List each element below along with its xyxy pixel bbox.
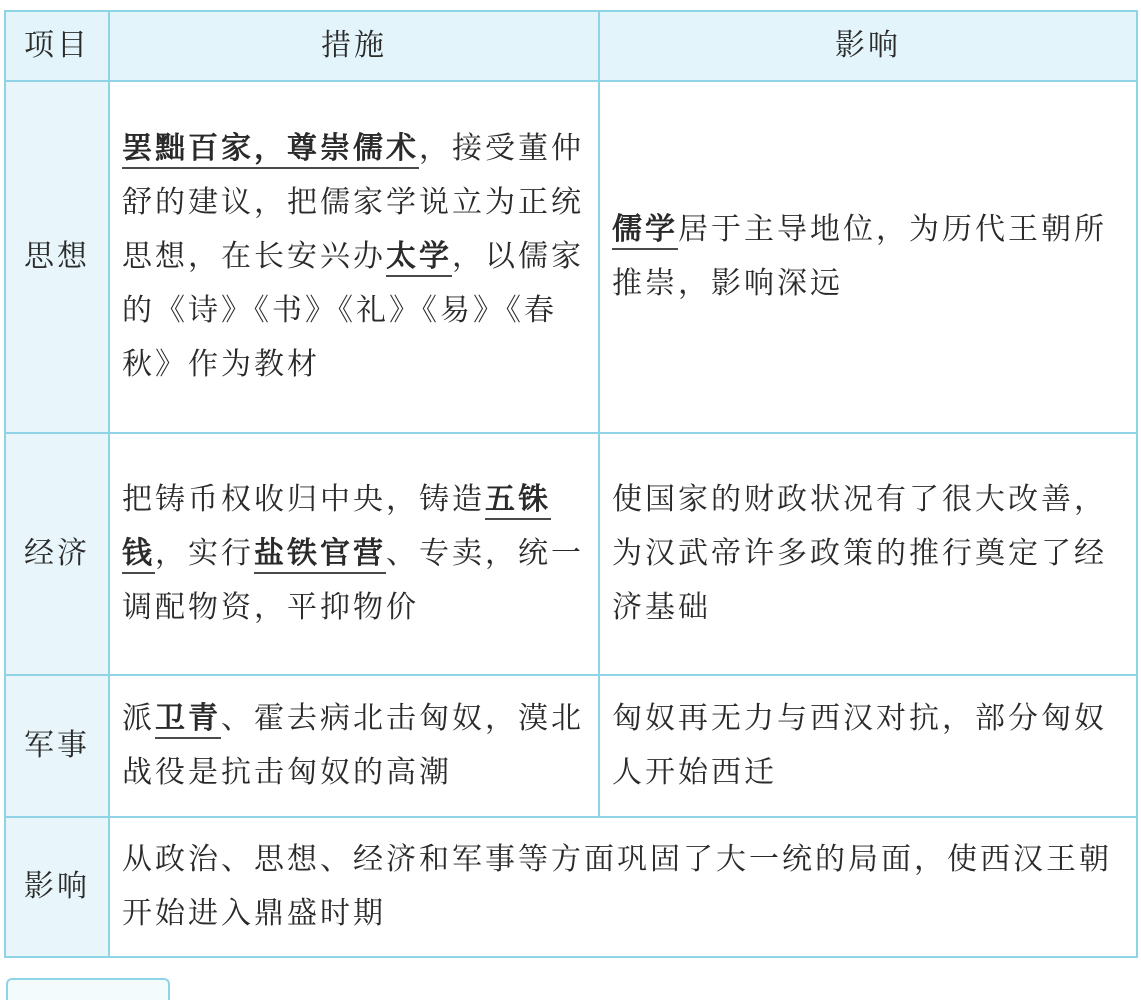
plain-text: 使国家的财政状况有了很大改善，为汉武帝许多政策的推行奠定了经济基础 — [612, 482, 1107, 625]
plain-text: 居于主导地位，为历代王朝所推崇，影响深远 — [612, 212, 1107, 301]
plain-text: 把铸币权收归中央，铸造 — [122, 482, 485, 517]
han-wudi-reforms-table — [4, 10, 1138, 958]
keyword-text: 儒学 — [612, 212, 678, 250]
table-header-row — [5, 11, 1137, 81]
summary-cell: 从政治、思想、经济和军事等方面巩固了大一统的局面，使西汉王朝开始进入鼎盛时期 — [109, 817, 1137, 957]
plain-text: 、专卖，统一调配物资，平抑物价 — [122, 536, 584, 625]
header-item: 项目 — [5, 11, 109, 81]
keyword-text: 五铢钱 — [122, 482, 551, 574]
plain-text: ，以儒家的《诗》《书》《礼》《易》《春秋》作为教材 — [122, 239, 584, 382]
table-row-military — [5, 675, 1137, 817]
history-table-container — [4, 10, 1136, 958]
plain-text: ，实行 — [155, 536, 254, 571]
impact-cell — [599, 675, 1137, 817]
measures-cell — [109, 675, 599, 817]
table-row-summary — [5, 817, 1137, 957]
keyword-text: 罢黜百家，尊崇儒术 — [122, 131, 419, 169]
keyword-text: 盐铁官营 — [254, 536, 386, 574]
row-label: 军事 — [5, 675, 109, 817]
plain-text: 派 — [122, 701, 155, 736]
impact-cell — [599, 81, 1137, 433]
next-section-tab — [6, 978, 170, 1000]
plain-text: ，接受董仲舒的建议，把儒家学说立为正统思想，在长安兴办 — [122, 131, 584, 274]
keyword-text: 卫青 — [155, 701, 221, 739]
row-label: 影响 — [5, 817, 109, 957]
plain-text: 、霍去病北击匈奴，漠北战役是抗击匈奴的高潮 — [122, 701, 584, 790]
plain-text: 匈奴再无力与西汉对抗，部分匈奴人开始西迁 — [612, 701, 1107, 790]
table-row-thought — [5, 81, 1137, 433]
measures-cell — [109, 81, 599, 433]
measures-cell — [109, 433, 599, 675]
row-label: 经济 — [5, 433, 109, 675]
impact-cell — [599, 433, 1137, 675]
table-row-economy — [5, 433, 1137, 675]
header-impact: 影响 — [599, 11, 1137, 81]
header-measures: 措施 — [109, 11, 599, 81]
keyword-text: 太学 — [386, 239, 452, 277]
row-label: 思想 — [5, 81, 109, 433]
